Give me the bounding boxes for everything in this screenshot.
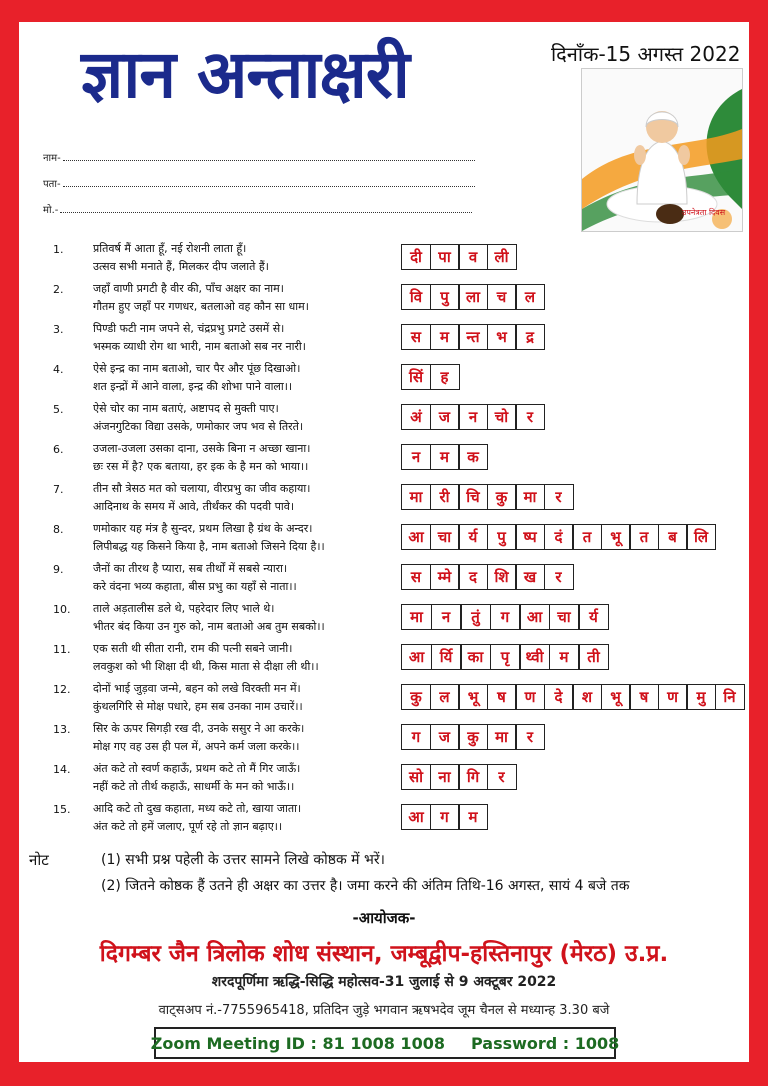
answer-box[interactable]: आ bbox=[401, 804, 431, 830]
question-number: 6. bbox=[53, 443, 64, 456]
answer-box[interactable]: सिं bbox=[401, 364, 431, 390]
answer-box[interactable]: र bbox=[544, 564, 574, 590]
zoom-info-box bbox=[150, 1027, 620, 1059]
answer-box[interactable]: का bbox=[460, 644, 491, 670]
answer-box[interactable]: भू bbox=[601, 524, 631, 550]
question-line-1: सिर के ऊपर सिगड़ी रख दी, उनके ससुर ने आ करके। bbox=[93, 722, 305, 735]
question-line-1: जहाँ वाणी प्रगटी है वीर की, पाँच अक्षर का नाम। bbox=[93, 282, 284, 295]
answer-box[interactable]: अं bbox=[401, 404, 431, 430]
question-line-1: तीन सौ त्रेसठ मत को चलाया, वीरप्रभु का जीव कहाया। bbox=[93, 482, 311, 495]
answer-box[interactable]: द bbox=[458, 564, 488, 590]
answer-box[interactable]: कु bbox=[458, 724, 488, 750]
answer-box[interactable]: स bbox=[401, 564, 431, 590]
question-line-2: छः रस में है? एक बताया, हर इक के है मन को भाया।। bbox=[93, 460, 309, 473]
question-line-2: आदिनाथ के समय में आवे, तीर्थंकर की पदवी पावे। bbox=[93, 500, 294, 513]
answer-box[interactable]: भू bbox=[601, 684, 631, 710]
question-line-2: गौतम हुए जहाँ पर गणधर, बतलाओ वह कौन सा धाम। bbox=[93, 300, 309, 313]
answer-box[interactable]: गि bbox=[458, 764, 488, 790]
question-line-2: भस्मक व्याधी रोग था भारी, नाम बताओ सब नर नारी। bbox=[93, 340, 306, 353]
quiz-date: दिनाँक-15 अगस्त 2022 bbox=[551, 42, 741, 66]
question-line-2: भीतर बंद किया उन गुरु को, नाम बताओ अब तुम सबको।। bbox=[93, 620, 325, 633]
question-number: 15. bbox=[53, 803, 71, 816]
answer-boxes bbox=[401, 764, 515, 790]
answer-box[interactable]: ह bbox=[430, 364, 460, 390]
answer-boxes bbox=[401, 564, 572, 590]
answer-box[interactable]: व bbox=[458, 244, 488, 270]
page-title: ज्ञान अन्ताक्षरी bbox=[81, 36, 409, 113]
answer-box[interactable]: चा bbox=[430, 524, 460, 550]
question-number: 4. bbox=[53, 363, 64, 376]
answer-box[interactable]: मा bbox=[515, 484, 545, 510]
answer-box[interactable]: थ्वी bbox=[519, 644, 550, 670]
zoom-meeting-id: Zoom Meeting ID : 81 1008 1008 bbox=[150, 1033, 445, 1053]
question-number: 11. bbox=[53, 643, 71, 656]
question-line-1: ऐसे चोर का नाम बताएं, अष्टापद से मुक्ती पाए। bbox=[93, 402, 279, 415]
question-line-2: लवकुश को भी शिक्षा दी थी, किस माता से दीक्षा ली थी।। bbox=[93, 660, 319, 673]
answer-box[interactable]: ल bbox=[430, 684, 460, 710]
answer-box[interactable]: भू bbox=[458, 684, 488, 710]
question-line-1: उजला-उजला उसका दाना, उसके बिना न अच्छा खाना। bbox=[93, 442, 311, 455]
answer-boxes bbox=[401, 804, 487, 830]
answer-box[interactable]: सो bbox=[401, 764, 431, 790]
answer-box[interactable]: र bbox=[515, 404, 545, 430]
answer-box[interactable]: ख bbox=[515, 564, 545, 590]
answer-box[interactable]: ग bbox=[401, 724, 431, 750]
question-row bbox=[19, 280, 749, 320]
question-line-2: अंत कटे तो हमें जलाए, पूर्ण रहे तो ज्ञान बढ़ाए।। bbox=[93, 820, 283, 833]
answer-box[interactable]: तुं bbox=[460, 604, 491, 630]
answer-box[interactable]: त bbox=[629, 524, 659, 550]
answer-box[interactable]: आ bbox=[401, 524, 431, 550]
question-line-2: अंजनगुटिका विद्या उसके, णमोकार जप भव से तिरते। bbox=[93, 420, 304, 433]
answer-box[interactable]: री bbox=[430, 484, 460, 510]
mobile-label: मो.- bbox=[43, 205, 59, 216]
answer-box[interactable]: पु bbox=[487, 524, 517, 550]
zoom-password: Password : 1008 bbox=[470, 1033, 620, 1053]
question-number: 1. bbox=[53, 243, 64, 256]
answer-box[interactable]: आ bbox=[401, 644, 432, 670]
name-field[interactable] bbox=[43, 150, 475, 164]
question-row bbox=[19, 240, 749, 280]
answer-box[interactable]: म bbox=[430, 444, 460, 470]
name-line[interactable] bbox=[63, 151, 475, 161]
question-row bbox=[19, 400, 749, 440]
answer-box[interactable]: म bbox=[458, 804, 488, 830]
answer-box[interactable]: लि bbox=[686, 524, 716, 550]
answer-box[interactable]: दे bbox=[544, 684, 574, 710]
question-line-1: णमोकार यह मंत्र है सुन्दर, प्रथम लिखा है ग्रंथ के अन्दर। bbox=[93, 522, 313, 535]
answer-box[interactable]: कु bbox=[487, 484, 517, 510]
answer-box[interactable]: शि bbox=[487, 564, 517, 590]
answer-box[interactable]: म bbox=[430, 324, 460, 350]
answer-box[interactable]: नि bbox=[715, 684, 745, 710]
mobile-field[interactable] bbox=[43, 202, 472, 216]
answer-boxes bbox=[401, 524, 715, 550]
question-line-2: लिपीबद्ध यह किसने किया है, नाम बताओ जिसने दिया है।। bbox=[93, 540, 325, 553]
question-row bbox=[19, 760, 749, 800]
answer-box[interactable]: पु bbox=[430, 284, 460, 310]
question-number: 8. bbox=[53, 523, 64, 536]
answer-box[interactable]: मा bbox=[487, 724, 517, 750]
question-number: 5. bbox=[53, 403, 64, 416]
question-row bbox=[19, 480, 749, 520]
question-number: 10. bbox=[53, 603, 71, 616]
question-line-2: करे वंदना भव्य कहाता, बीस प्रभु का यहाँ से नाता।। bbox=[93, 580, 297, 593]
answer-box[interactable]: चो bbox=[487, 404, 517, 430]
mobile-line[interactable] bbox=[60, 203, 472, 213]
note-line-1: (1) सभी प्रश्न पहेली के उत्तर सामने लिखे कोष्ठक में भरें। bbox=[101, 852, 385, 868]
note-line-2: (2) जितने कोष्ठक हैं उतने ही अक्षर का उत्तर है। जमा करने की अंतिम तिथि-16 अगस्त, सायं 4 बजे तक bbox=[101, 878, 630, 894]
answer-boxes bbox=[401, 324, 544, 350]
answer-boxes bbox=[401, 644, 608, 670]
question-number: 12. bbox=[53, 683, 71, 696]
answer-box[interactable]: कु bbox=[401, 684, 431, 710]
answer-box[interactable]: ब bbox=[658, 524, 688, 550]
answer-box[interactable]: स bbox=[401, 324, 431, 350]
question-row bbox=[19, 560, 749, 600]
answer-box[interactable]: द्र bbox=[515, 324, 545, 350]
answer-box[interactable]: म्मे bbox=[430, 564, 460, 590]
answer-box[interactable]: ष bbox=[629, 684, 659, 710]
institute-name: दिगम्बर जैन त्रिलोक शोध संस्थान, जम्बूद्वीप-हस्तिनापुर (मेरठ) उ.प्र. bbox=[99, 941, 669, 967]
answer-box[interactable]: र्यि bbox=[431, 644, 462, 670]
question-line-2: कुंथलगिरि से मोक्ष पधारे, हम सब उनका नाम उचारें।। bbox=[93, 700, 303, 713]
answer-box[interactable]: ग bbox=[430, 804, 460, 830]
photo-caption: उपनेत्रता दिवस bbox=[682, 208, 726, 217]
answer-box[interactable]: ना bbox=[430, 764, 460, 790]
question-line-1: दोनों भाई जुड़वा जन्मे, बहन को लखे विरक्ती मन में। bbox=[93, 682, 301, 695]
answer-box[interactable]: न bbox=[458, 404, 488, 430]
answer-box[interactable]: ण bbox=[515, 684, 545, 710]
question-number: 7. bbox=[53, 483, 64, 496]
question-line-2: मोक्ष गए वह उस ही पल में, अपने कर्म जला करके।। bbox=[93, 740, 300, 753]
question-row bbox=[19, 680, 749, 720]
answer-box[interactable]: न्त bbox=[458, 324, 488, 350]
answer-box[interactable]: ज bbox=[430, 404, 460, 430]
question-number: 9. bbox=[53, 563, 64, 576]
answer-box[interactable]: ज bbox=[430, 724, 460, 750]
answer-box[interactable]: र bbox=[487, 764, 517, 790]
address-line[interactable] bbox=[63, 177, 475, 187]
answer-box[interactable]: म bbox=[549, 644, 580, 670]
answer-box[interactable]: पा bbox=[430, 244, 460, 270]
answer-box[interactable]: ग bbox=[490, 604, 521, 630]
answer-boxes bbox=[401, 684, 743, 710]
question-row bbox=[19, 600, 749, 640]
question-row bbox=[19, 800, 749, 840]
question-row bbox=[19, 360, 749, 400]
answer-box[interactable]: चि bbox=[458, 484, 488, 510]
question-line-1: एक सती थी सीता रानी, राम की पत्नी सबने जानी। bbox=[93, 642, 293, 655]
address-label: पता- bbox=[43, 179, 61, 190]
answer-box[interactable]: मा bbox=[401, 484, 431, 510]
answer-box[interactable]: मु bbox=[686, 684, 716, 710]
quiz-sheet bbox=[19, 22, 749, 1062]
answer-box[interactable]: च bbox=[487, 284, 517, 310]
festival-line: शरदपूर्णिमा ऋद्धि-सिद्धि महोत्सव-31 जुलाई से 9 अक्टूबर 2022 bbox=[211, 974, 557, 990]
answer-box[interactable]: श bbox=[572, 684, 602, 710]
answer-box[interactable]: ष्प bbox=[515, 524, 545, 550]
answer-box[interactable]: दं bbox=[544, 524, 574, 550]
answer-box[interactable]: न bbox=[431, 604, 462, 630]
question-line-1: आदि कटे तो दुख कहाता, मध्य कटे तो, खाया जाता। bbox=[93, 802, 302, 815]
answer-boxes bbox=[401, 244, 515, 270]
answer-boxes bbox=[401, 724, 544, 750]
answer-box[interactable]: भ bbox=[487, 324, 517, 350]
question-line-1: ताले अड़तालीस डले थे, पहरेदार लिए भाले थे। bbox=[93, 602, 275, 615]
answer-box[interactable]: मा bbox=[401, 604, 432, 630]
answer-box[interactable]: चा bbox=[549, 604, 580, 630]
answer-box[interactable]: र्य bbox=[458, 524, 488, 550]
question-row bbox=[19, 320, 749, 360]
answer-box[interactable]: त bbox=[572, 524, 602, 550]
whatsapp-line: वाट्सअप नं.-7755965418, प्रतिदिन जुड़े भगवान ऋषभदेव जूम चैनल से मध्यान्ह 3.30 बजे bbox=[158, 1003, 610, 1018]
answer-box[interactable]: पृ bbox=[490, 644, 521, 670]
answer-boxes bbox=[401, 404, 544, 430]
answer-box[interactable]: र bbox=[515, 724, 545, 750]
answer-box[interactable]: ण bbox=[658, 684, 688, 710]
answer-boxes bbox=[401, 444, 487, 470]
question-number: 14. bbox=[53, 763, 71, 776]
answer-box[interactable]: न bbox=[401, 444, 431, 470]
question-row bbox=[19, 520, 749, 560]
saint-photo bbox=[581, 68, 743, 232]
question-line-1: अंत कटे तो स्वर्ण कहाऊँ, प्रथम कटे तो मैं गिर जाऊँ। bbox=[93, 762, 301, 775]
organizer-label: -आयोजक- bbox=[352, 909, 416, 927]
answer-box[interactable]: ली bbox=[487, 244, 517, 270]
note-label: नोट bbox=[29, 851, 49, 869]
question-line-2: उत्सव सभी मनाते हैं, मिलकर दीप जलाते हैं। bbox=[93, 260, 269, 273]
answer-box[interactable]: वि bbox=[401, 284, 431, 310]
answer-box[interactable]: ती bbox=[578, 644, 609, 670]
answer-box[interactable]: र bbox=[544, 484, 574, 510]
answer-box[interactable]: दी bbox=[401, 244, 431, 270]
answer-box[interactable]: आ bbox=[519, 604, 550, 630]
name-label: नाम- bbox=[43, 153, 61, 164]
question-line-2: शत इन्द्रों में आने वाला, इन्द्र की शोभा पाने वाला।। bbox=[93, 380, 293, 393]
answer-box[interactable]: ष bbox=[487, 684, 517, 710]
answer-box[interactable]: ल bbox=[515, 284, 545, 310]
address-field[interactable] bbox=[43, 176, 475, 190]
question-line-1: जैनों का तीरथ है प्यारा, सब तीर्थों में सबसे न्यारा। bbox=[93, 562, 288, 575]
answer-boxes bbox=[401, 604, 608, 630]
question-line-1: पिण्डी फटी नाम जपने से, चंद्रप्रभु प्रगटे उसमें से। bbox=[93, 322, 285, 335]
question-row bbox=[19, 720, 749, 760]
question-line-2: नहीं कटे तो तीर्थ कहाऊँ, साधर्मी के मन को भाऊँ।। bbox=[93, 780, 295, 793]
question-number: 13. bbox=[53, 723, 71, 736]
answer-box[interactable]: ला bbox=[458, 284, 488, 310]
answer-boxes bbox=[401, 284, 544, 310]
question-number: 2. bbox=[53, 283, 64, 296]
answer-box[interactable]: र्य bbox=[578, 604, 609, 630]
question-row bbox=[19, 440, 749, 480]
answer-boxes bbox=[401, 364, 458, 390]
answer-box[interactable]: क bbox=[458, 444, 488, 470]
question-line-1: प्रतिवर्ष मैं आता हूँ, नई रोशनी लाता हूँ। bbox=[93, 242, 247, 255]
question-row bbox=[19, 640, 749, 680]
question-number: 3. bbox=[53, 323, 64, 336]
answer-boxes bbox=[401, 484, 572, 510]
question-line-1: ऐसे इन्द्र का नाम बताओ, चार पैर और पूंछ दिखाओ। bbox=[93, 362, 301, 375]
